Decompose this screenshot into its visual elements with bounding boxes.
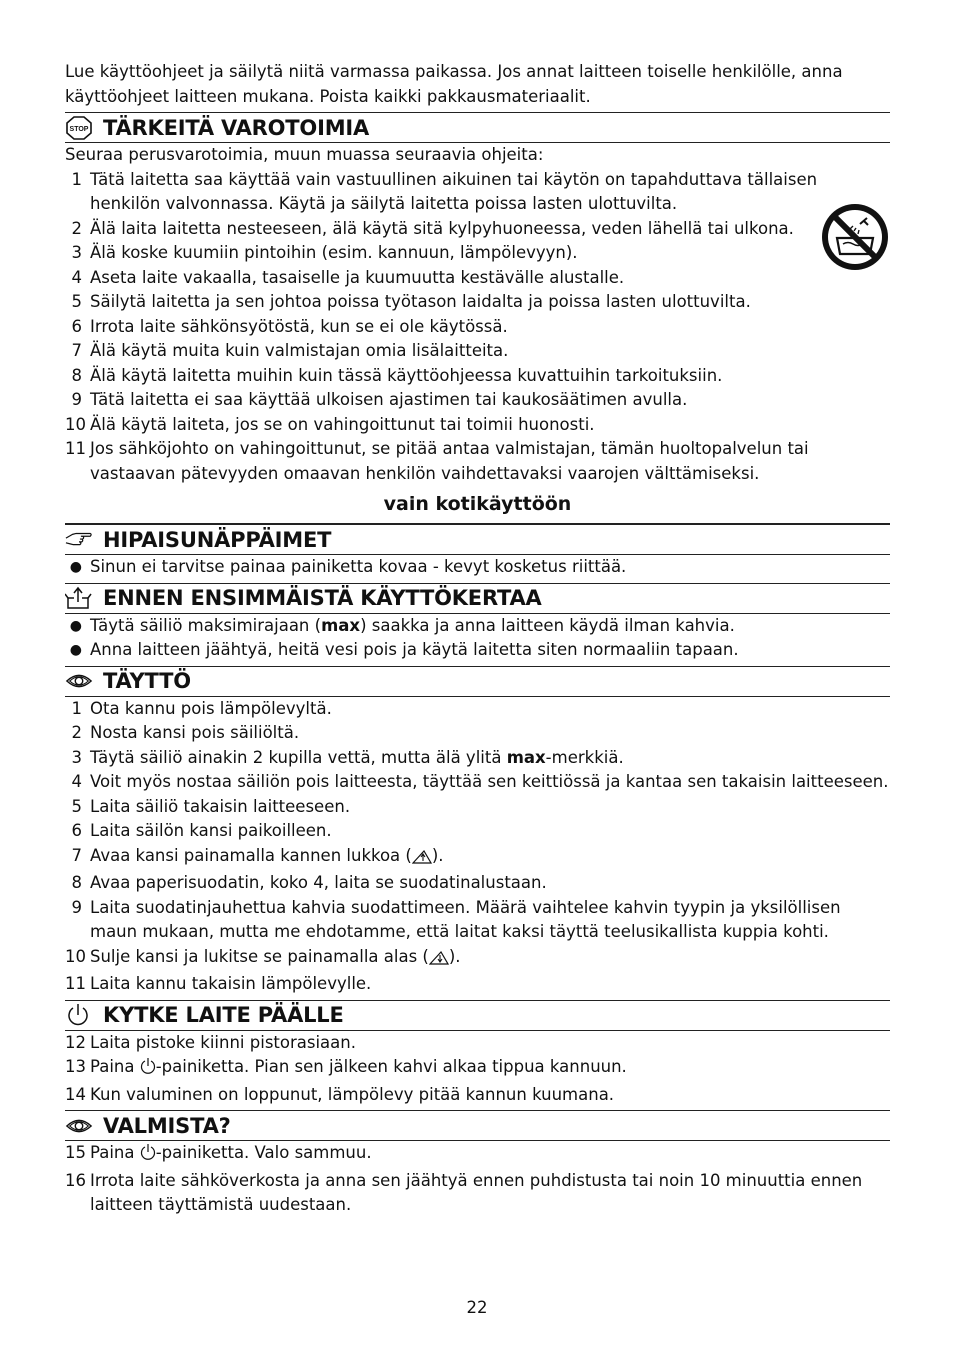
power-icon — [140, 1057, 156, 1083]
safety-lead: Seuraa perusvarotoimia, muun muassa seuraavia ohjeita: — [65, 145, 544, 164]
list-item: 2 Älä laita laitetta nesteeseen, älä käytä sitä kylpyhuoneessa, veden lähellä tai ulkona. — [71, 218, 794, 238]
list-item: ● Täytä säiliö maksimirajaan (max) saakka ja anna laitteen käydä ilman kahvia. — [69, 615, 735, 635]
lid-close-icon — [429, 948, 449, 973]
page-number: 22 — [466, 1298, 488, 1317]
ready-heading — [65, 1110, 890, 1141]
list-item: 8 Älä käytä laitetta muihin kuin tässä käyttöohjeessa kuvattuihin tarkoituksiin. — [71, 365, 723, 385]
list-item: 7 Avaa kansi painamalla kannen lukkoa ( ). — [65, 844, 890, 872]
list-item: 15 Paina -painiketta. Valo sammuu. — [65, 1141, 890, 1169]
touch-heading — [65, 523, 890, 555]
list-item: 4 Aseta laite vakaalla, tasaiselle ja kuumuutta kestävälle alustalle. — [71, 267, 625, 287]
list-item: 4 Voit myös nostaa säiliön pois laitteesta, täyttää sen keittiössä ja kantaa sen takaisin laitteeseen. — [71, 772, 889, 791]
list-item: 13 Paina -painiketta. Pian sen jälkeen kahvi alkaa tippua kannuun. — [65, 1055, 890, 1083]
list-item: 6 Laita säilön kansi paikoilleen. — [71, 821, 332, 840]
switch-on-title: KYTKE LAITE PÄÄLLE — [103, 1003, 344, 1027]
list-item: ● Sinun ei tarvitse painaa painiketta kovaa - kevyt kosketus riittää. — [69, 557, 627, 576]
touch-title: HIPAISUNÄPPÄIMET — [103, 527, 332, 552]
list-item: 3 Täytä säiliö ainakin 2 kupilla vettä, mutta älä ylitä max-merkkiä. — [71, 747, 624, 767]
stop-sign-icon — [65, 116, 93, 140]
fill-title: TÄYTTÖ — [103, 669, 191, 693]
list-item: 7 Älä käytä muita kuin valmistajan omia lisälaitteita. — [71, 341, 509, 360]
safety-list — [65, 168, 890, 487]
pointing-hand-icon — [65, 528, 93, 552]
power-icon — [140, 1143, 156, 1169]
list-item: 12 Laita pistoke kiinni pistorasiaan. — [65, 1032, 356, 1052]
safety-title: TÄRKEITÄ VAROTOIMIA — [103, 115, 370, 140]
power-icon — [65, 1003, 93, 1027]
list-item: 6 Irrota laite sähkönsyötöstä, kun se ei ole käytössä. — [71, 316, 508, 336]
list-item: 11 Jos sähköjohto on vahingoittunut, se pitää antaa valmistajan, tämän huoltopalvelun tai vastaavan pätevyyden omaavan henkilön vaihdettavaksi vaarojen välttämiseksi. — [65, 439, 809, 483]
box-with-arrow-icon — [65, 586, 93, 610]
manual-page — [65, 60, 890, 1218]
list-item: 8 Avaa paperisuodatin, koko 4, laita se suodatinalustaan. — [71, 873, 547, 892]
list-item: ● Anna laitteen jäähtyä, heitä vesi pois ja käytä laitetta siten normaaliin tapaan. — [69, 640, 739, 659]
list-item: 9 Tätä laitetta ei saa käyttää ulkoisen ajastimen tai kaukosäätimen avulla. — [71, 390, 688, 409]
eye-icon — [65, 669, 93, 693]
list-item: 10 Älä käytä laiteta, jos se on vahingoittunut tai toimii huonosti. — [65, 414, 595, 434]
safety-heading — [65, 112, 890, 143]
list-item: 10 Sulje kansi ja lukitse se painamalla alas ( ). — [65, 945, 890, 973]
no-bathtub-icon — [820, 202, 890, 272]
eye-icon — [65, 1114, 93, 1138]
stop-sign-text: STOP — [69, 125, 89, 133]
ready-title: VALMISTA? — [103, 1113, 231, 1138]
switch-on-heading — [65, 1000, 890, 1031]
home-use-note: vain kotikäyttöön — [383, 493, 572, 515]
list-item: 1 Ota kannu pois lämpölevyltä. — [71, 698, 332, 718]
list-item: 14 Kun valuminen on loppunut, lämpölevy pitää kannun kuumana. — [65, 1084, 615, 1104]
first-use-title: ENNEN ENSIMMÄISTÄ KÄYTTÖKERTAA — [103, 586, 542, 610]
list-item: 5 Säilytä laitetta ja sen johtoa poissa työtason laidalta ja poissa lasten ulottuvilta. — [71, 292, 751, 311]
list-item: 16 Irrota laite sähköverkosta ja anna sen jäähtyä ennen puhdistusta tai noin 10 minuuttia ennen laitteen täyttämistä uudestaan. — [65, 1170, 863, 1214]
list-item: 1 Tätä laitetta saa käyttää vain vastuullinen aikuinen tai käytön on tapahduttava tällaisen henkilön valvonnassa. Käytä ja säilytä laitetta poissa lasten ulottuvilta. — [71, 169, 818, 213]
list-item: 9 Laita suodatinjauhettua kahvia suodattimeen. Määrä vaihtelee kahvin tyypin ja yksilöllisen maun mukaan, mutta me ehdotamme, että laitat kaksi täyttä teelusikallista kuppia kohti. — [71, 897, 841, 941]
first-use-heading — [65, 583, 890, 614]
list-item: 2 Nosta kansi pois säiliöltä. — [71, 723, 300, 742]
fill-heading — [65, 666, 890, 697]
lid-open-icon — [412, 847, 432, 872]
list-item: 3 Älä koske kuumiin pintoihin (esim. kannuun, lämpölevyyn). — [71, 243, 578, 262]
list-item: 5 Laita säiliö takaisin laitteeseen. — [71, 796, 351, 816]
list-item: 11 Laita kannu takaisin lämpölevylle. — [65, 974, 372, 993]
intro-paragraph: Lue käyttöohjeet ja säilytä niitä varmassa paikassa. Jos annat laitteen toiselle henkilölle, anna käyttöohjeet laitteen mukana. Poista kaikki pakkausmateriaalit. — [65, 62, 843, 106]
